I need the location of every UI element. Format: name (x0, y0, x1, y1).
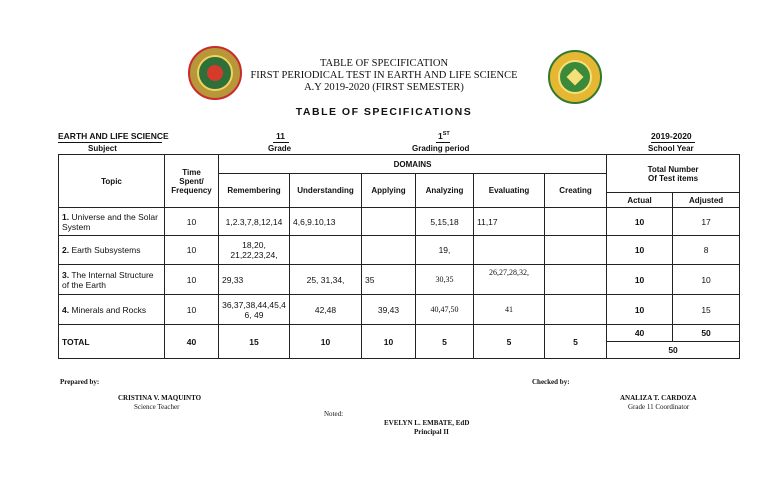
analyzing-cell: 19, (416, 236, 474, 265)
actual-header: Actual (607, 193, 673, 208)
prepared-name: CRISTINA V. MAQUINTO (118, 394, 202, 402)
topic-header: Topic (59, 155, 165, 208)
header-line-2: FIRST PERIODICAL TEST IN EARTH AND LIFE SCIENCE (250, 70, 518, 81)
total-row (59, 325, 740, 342)
grade-label: Grade (268, 144, 292, 153)
understanding-cell: 25, 31,34, (290, 265, 362, 295)
noted-label: Noted: (324, 410, 344, 418)
evaluating-cell: 26,27,28,32, (474, 265, 545, 295)
total-adjusted: 50 (673, 325, 740, 342)
noted-role: Principal II (414, 428, 449, 436)
topic-cell: 4. Minerals and Rocks (59, 295, 165, 325)
creating-cell (545, 295, 607, 325)
understanding-cell: 4,6,9.10,13 (290, 208, 362, 236)
total-understanding: 10 (290, 325, 362, 359)
time-cell: 10 (165, 236, 219, 265)
checked-name: ANALIZA T. CARDOZA (620, 394, 697, 402)
total-actual: 40 (607, 325, 673, 342)
creating-header: Creating (545, 174, 607, 208)
total-creating: 5 (545, 325, 607, 359)
actual-cell: 10 (607, 265, 673, 295)
evaluating-cell: 41 (474, 295, 545, 325)
analyzing-header: Analyzing (416, 174, 474, 208)
remembering-cell: 36,37,38,44,45,46, 49 (219, 295, 290, 325)
total-label: TOTAL (59, 325, 165, 359)
grand-total: 50 (607, 342, 740, 359)
specification-table (58, 154, 740, 359)
year-value: 2019-2020 (651, 131, 692, 141)
topic-cell: 1. Universe and the Solar System (59, 208, 165, 236)
adjusted-cell: 15 (673, 295, 740, 325)
applying-cell (362, 236, 416, 265)
checked-label: Checked by: (532, 378, 570, 386)
remembering-cell: 1,2.3,7,8,12,14 (219, 208, 290, 236)
year-underline (651, 142, 695, 143)
period-value: 1ST (438, 131, 450, 141)
table-row (59, 208, 740, 236)
actual-cell: 10 (607, 236, 673, 265)
document-title: TABLE OF SPECIFICATIONS (295, 106, 473, 118)
adjusted-cell: 10 (673, 265, 740, 295)
checked-role: Grade 11 Coordinator (628, 403, 690, 411)
adjusted-header: Adjusted (673, 193, 740, 208)
creating-cell (545, 265, 607, 295)
table-row (59, 236, 740, 265)
grade-underline (273, 142, 289, 143)
time-cell: 10 (165, 208, 219, 236)
actual-cell: 10 (607, 208, 673, 236)
period-underline (436, 142, 450, 143)
analyzing-cell: 5,15,18 (416, 208, 474, 236)
understanding-header: Understanding (290, 174, 362, 208)
total-analyzing: 5 (416, 325, 474, 359)
applying-cell: 39,43 (362, 295, 416, 325)
prepared-label: Prepared by: (60, 378, 100, 386)
creating-cell (545, 208, 607, 236)
applying-cell: 35 (362, 265, 416, 295)
evaluating-header: Evaluating (474, 174, 545, 208)
adjusted-cell: 8 (673, 236, 740, 265)
table-row (59, 265, 740, 295)
evaluating-cell (474, 236, 545, 265)
total-evaluating: 5 (474, 325, 545, 359)
topic-cell: 3. The Internal Structure of the Earth (59, 265, 165, 295)
adjusted-cell: 17 (673, 208, 740, 236)
applying-cell (362, 208, 416, 236)
remembering-cell: 18,20, 21,22,23,24, (219, 236, 290, 265)
total-remembering: 15 (219, 325, 290, 359)
year-label: School Year (648, 144, 694, 153)
understanding-cell: 42,48 (290, 295, 362, 325)
table-row (59, 295, 740, 325)
prepared-role: Science Teacher (134, 403, 180, 411)
actual-cell: 10 (607, 295, 673, 325)
header-line-1: TABLE OF SPECIFICATION (319, 58, 449, 69)
period-label: Grading period (412, 144, 470, 153)
header-line-3: A.Y 2019-2020 (FIRST SEMESTER) (304, 82, 464, 93)
topic-cell: 2. Earth Subsystems (59, 236, 165, 265)
creating-cell (545, 236, 607, 265)
total-applying: 10 (362, 325, 416, 359)
remembering-cell: 29,33 (219, 265, 290, 295)
applying-header: Applying (362, 174, 416, 208)
time-cell: 10 (165, 295, 219, 325)
domains-header: DOMAINS (219, 155, 607, 174)
evaluating-cell: 11,17 (474, 208, 545, 236)
remembering-header: Remembering (219, 174, 290, 208)
understanding-cell (290, 236, 362, 265)
total-items-header: Total Number Of Test items (607, 155, 740, 193)
total-time: 40 (165, 325, 219, 359)
analyzing-cell: 30,35 (416, 265, 474, 295)
time-header: Time Spent/ Frequency (165, 155, 219, 208)
noted-name: EVELYN L. EMBATE, EdD (384, 419, 470, 427)
subject-value: EARTH AND LIFE SCIENCE (58, 131, 169, 141)
subject-underline (58, 142, 162, 143)
analyzing-cell: 40,47,50 (416, 295, 474, 325)
time-cell: 10 (165, 265, 219, 295)
subject-label: Subject (88, 144, 117, 153)
grade-value: 11 (276, 131, 285, 141)
